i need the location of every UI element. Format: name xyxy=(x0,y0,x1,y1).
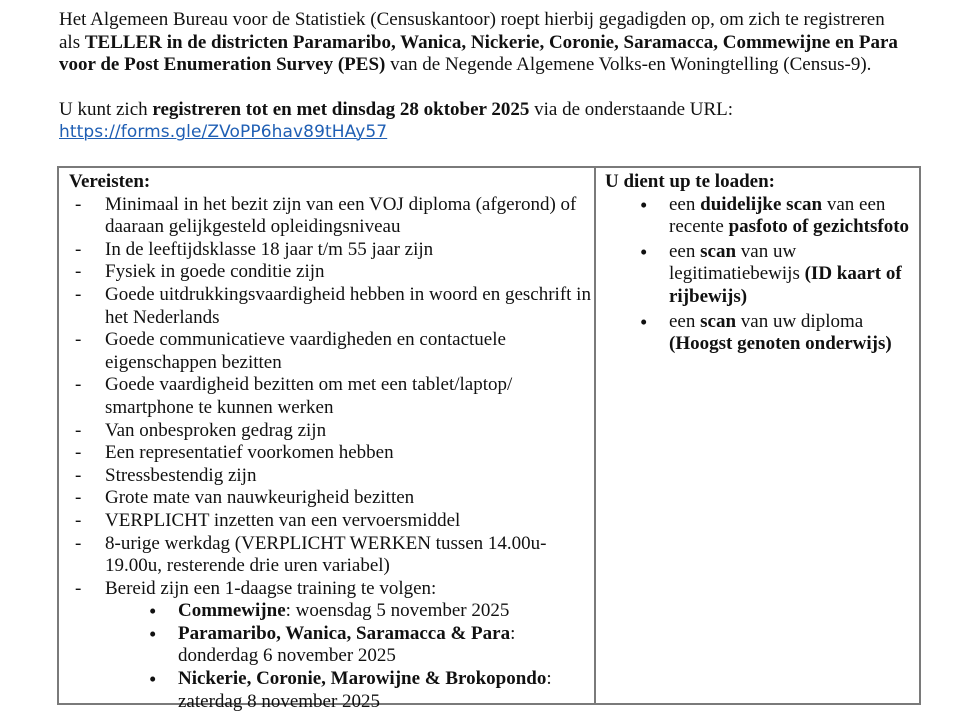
registration-deadline: U kunt zich registreren tot en met dinsdag 28 oktober 2025 via de onderstaande URL: xyxy=(59,98,734,120)
requirements-cell xyxy=(59,168,596,712)
upload-item-photo: • een duidelijke scan van een recente pasfoto of gezichtsfoto xyxy=(633,194,919,239)
training-item: • Nickerie, Coronie, Marowijne & Brokopondo: zaterdag 8 november 2025 xyxy=(142,668,594,713)
requirements-title: Vereisten: xyxy=(69,171,151,192)
uploads-title: U dient up te loaden: xyxy=(605,171,775,192)
training-item: • Commewijne: woensdag 5 november 2025 xyxy=(142,600,594,623)
requirements-list xyxy=(69,194,594,714)
survey-name: voor de Post Enumeration Survey (PES) xyxy=(59,54,386,76)
requirement-item: - Goede uitdrukkingsvaardigheid hebben in woord en geschrift in het Nederlands xyxy=(69,284,594,329)
deadline-text: registreren tot en met dinsdag 28 oktober 2025 xyxy=(152,98,530,120)
intro-line-1: Het Algemeen Bureau voor de Statistiek (Censuskantoor) roept hierbij gegadigden op, om zich te registreren xyxy=(59,9,885,30)
upload-item-diploma: • een scan van uw diploma (Hoogst genoten onderwijs) xyxy=(633,311,919,356)
requirement-item: - Stressbestendig zijn xyxy=(69,465,594,488)
requirement-item: - Van onbesproken gedrag zijn xyxy=(69,420,594,443)
training-item: • Paramaribo, Wanica, Saramacca & Para: donderdag 6 november 2025 xyxy=(142,623,594,668)
intro-section xyxy=(59,9,939,144)
requirement-item: - Goede communicatieve vaardigheden en contactuele eigenschappen bezitten xyxy=(69,329,594,374)
requirement-item: - 8-urige werkdag (VERPLICHT WERKEN tussen 14.00u-19.00u, resterende drie uren variabel) xyxy=(69,533,594,578)
requirement-item: - Een representatief voorkomen hebben xyxy=(69,442,594,465)
intro-line-2: als TELLER in de districten Paramaribo, Wanica, Nickerie, Coronie, Saramacca, Commewijne en Para xyxy=(59,31,898,53)
teller-districts: TELLER in de districten Paramaribo, Wanica, Nickerie, Coronie, Saramacca, Commewijne en Para xyxy=(84,31,898,53)
requirement-item: - Minimaal in het bezit zijn van een VOJ diploma (afgerond) of daaraan gelijkgesteld opleidingsniveau xyxy=(69,194,594,239)
training-schedule-list xyxy=(105,600,594,713)
upload-item-id: • een scan van uw legitimatiebewijs (ID kaart of rijbewijs) xyxy=(633,241,919,309)
requirement-item: - Fysiek in goede conditie zijn xyxy=(69,261,594,284)
requirement-item: - In de leeftijdsklasse 18 jaar t/m 55 jaar zijn xyxy=(69,239,594,262)
uploads-list xyxy=(605,194,919,356)
requirement-item: - Goede vaardigheid bezitten om met een tablet/laptop/ smartphone te kunnen werken xyxy=(69,374,594,419)
intro-line-3: voor de Post Enumeration Survey (PES) van de Negende Algemene Volks-en Woningtelling (Census-9). xyxy=(59,54,872,76)
info-table xyxy=(57,166,921,712)
requirement-item: - Grote mate van nauwkeurigheid bezitten xyxy=(69,487,594,510)
requirement-item-training: - Bereid zijn een 1-daagse training te volgen: • Commewijne: woensdag 5 november 2025 • Paramaribo, Wanica, Saramacca & Para: donderdag 6 november 2025 • Nickerie, Coronie, Marowijne & Brokopondo: zaterdag 8 november 2025 xyxy=(69,578,594,714)
registration-form-link[interactable]: https://forms.gle/ZVoPP6hav89tHAy57 xyxy=(59,122,388,143)
requirement-item: - VERPLICHT inzetten van een vervoersmiddel xyxy=(69,510,594,533)
uploads-cell xyxy=(596,168,919,703)
